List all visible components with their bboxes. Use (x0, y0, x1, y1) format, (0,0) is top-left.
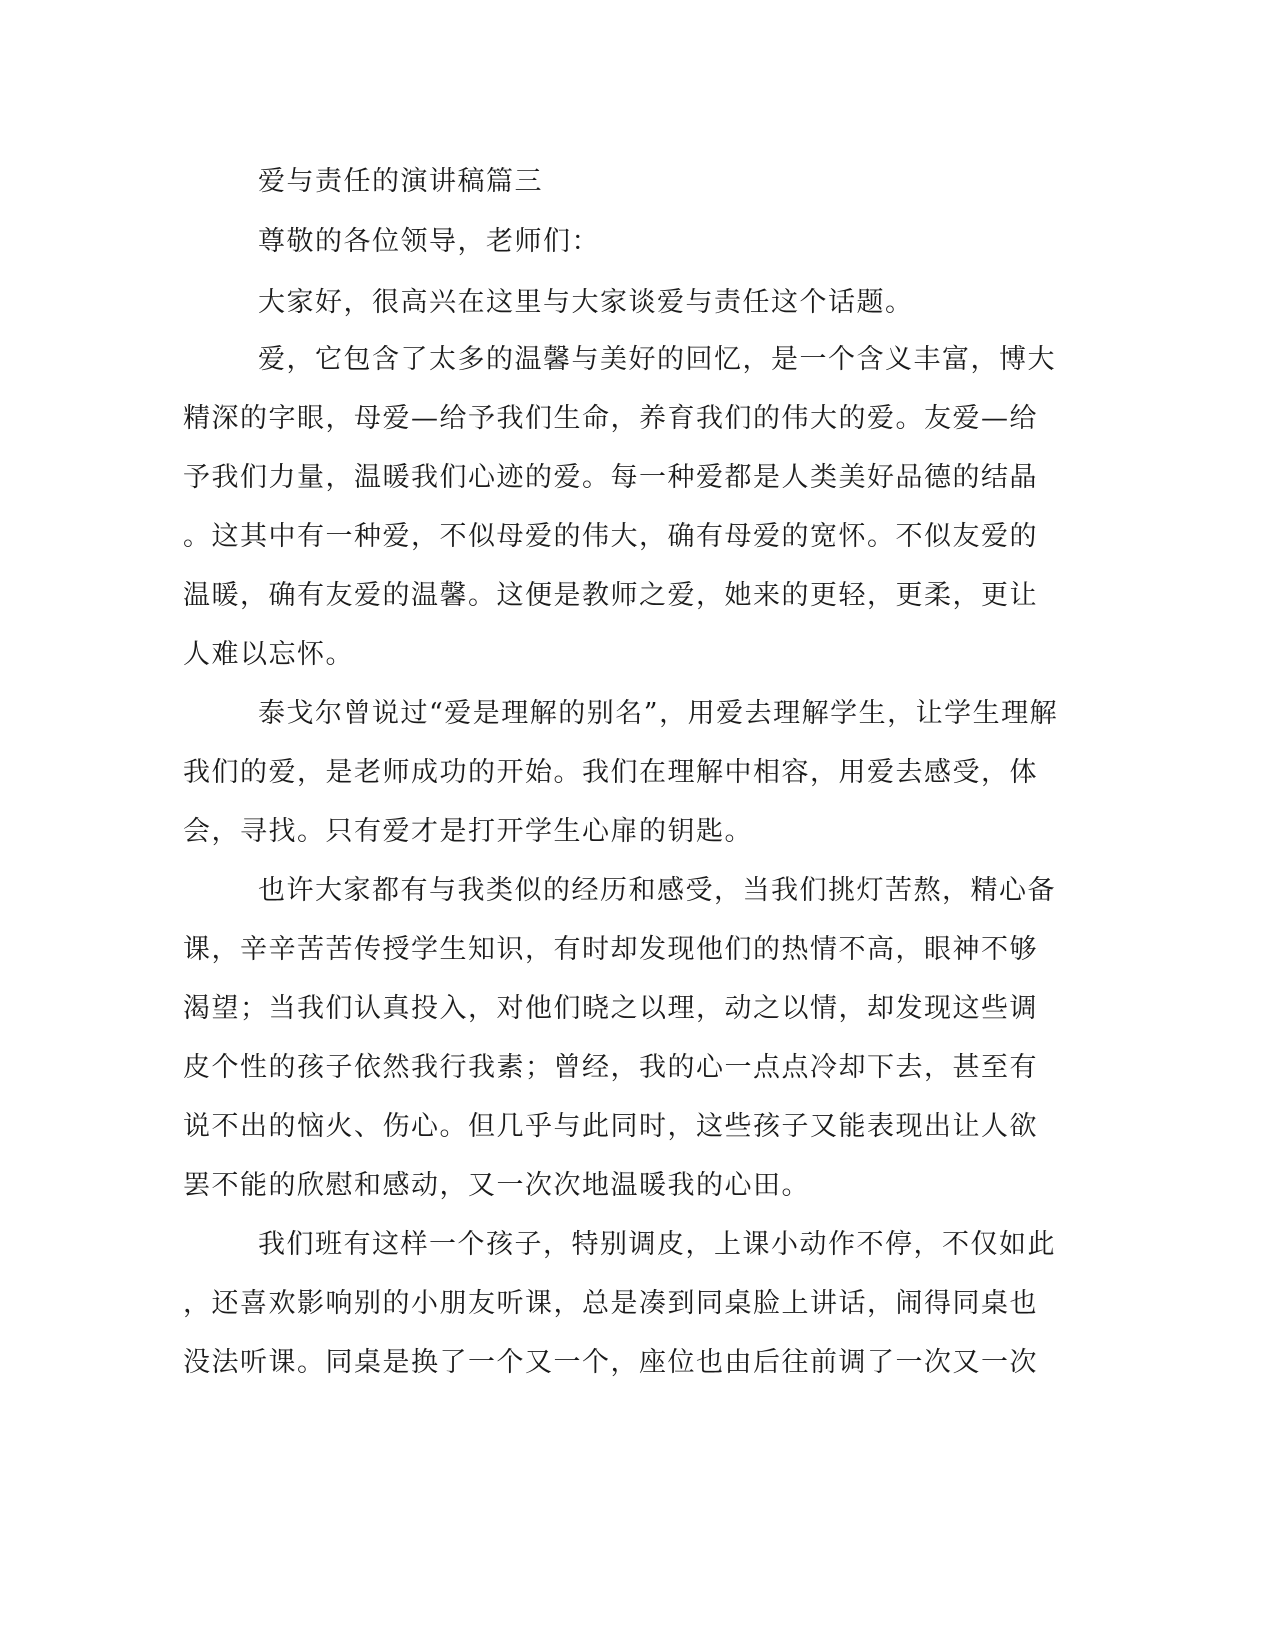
paragraph-line: 课，辛辛苦苦传授学生知识，有时却发现他们的热情不高，眼神不够 (183, 934, 1038, 965)
paragraph-line: 皮个性的孩子依然我行我素；曾经，我的心一点点冷却下去，甚至有 (183, 1052, 1038, 1083)
paragraph-line: 我们的爱，是老师成功的开始。我们在理解中相容，用爱去感受，体 (183, 757, 1038, 788)
paragraph-line: 我们班有这样一个孩子，特别调皮，上课小动作不停，不仅如此 (258, 1229, 1056, 1260)
paragraph-line: 精深的字眼，母爱—给予我们生命，养育我们的伟大的爱。友爱—给 (183, 403, 1038, 434)
paragraph-line: 渴望；当我们认真投入，对他们晓之以理，动之以情，却发现这些调 (183, 993, 1038, 1024)
paragraph-line: 大家好，很高兴在这里与大家谈爱与责任这个话题。 (258, 287, 914, 318)
paragraph-line: 罢不能的欣慰和感动，又一次次地温暖我的心田。 (183, 1170, 810, 1201)
salutation: 尊敬的各位领导，老师们： (258, 226, 600, 257)
paragraph-line: 爱，它包含了太多的温馨与美好的回忆，是一个含义丰富，博大 (258, 344, 1056, 375)
paragraph-line: 人难以忘怀。 (183, 639, 354, 670)
paragraph-line: 说不出的恼火、伤心。但几乎与此同时，这些孩子又能表现出让人欲 (183, 1111, 1038, 1142)
paragraph-line: 没法听课。同桌是换了一个又一个，座位也由后往前调了一次又一次 (183, 1347, 1038, 1378)
document-title: 爱与责任的演讲稿篇三 (258, 166, 543, 197)
paragraph-line: 予我们力量，温暖我们心迹的爱。每一种爱都是人类美好品德的结晶 (183, 462, 1038, 493)
paragraph-line: ，还喜欢影响别的小朋友听课，总是凑到同桌脸上讲话，闹得同桌也 (183, 1288, 1038, 1319)
paragraph-line: 会，寻找。只有爱才是打开学生心扉的钥匙。 (183, 816, 753, 847)
paragraph-line: 也许大家都有与我类似的经历和感受，当我们挑灯苦熬，精心备 (258, 875, 1056, 906)
paragraph-line: 。这其中有一种爱，不似母爱的伟大，确有母爱的宽怀。不似友爱的 (183, 521, 1038, 552)
paragraph-line: 泰戈尔曾说过“爱是理解的别名”，用爱去理解学生，让学生理解 (258, 698, 1059, 729)
paragraph-line: 温暖，确有友爱的温馨。这便是教师之爱，她来的更轻，更柔，更让 (183, 580, 1038, 611)
